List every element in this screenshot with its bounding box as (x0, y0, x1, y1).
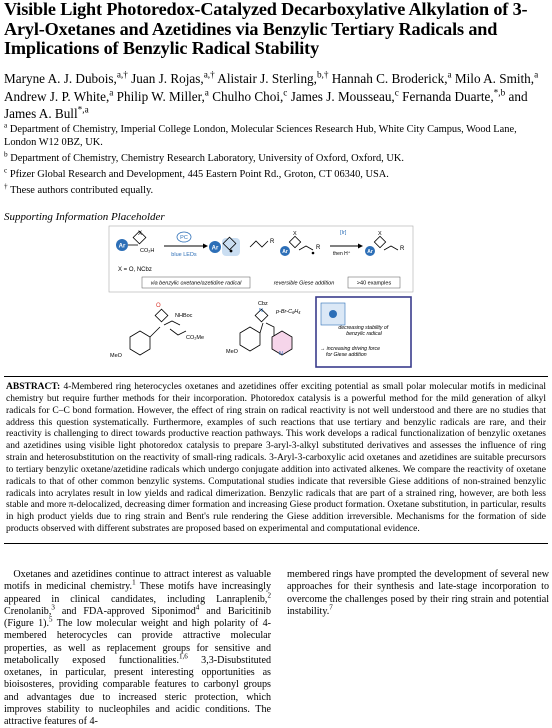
supporting-info-placeholder: Supporting Information Placeholder (4, 211, 165, 223)
svg-text:then H⁺: then H⁺ (333, 251, 351, 257)
author: Philip W. Miller,$^a$ (116, 87, 209, 104)
body-column-right: membered rings have prompted the development of several new approaches for their synthesis and late-stage incorporation to overcome the challenges posed by their ring strain and potential instability.$^7$ (287, 569, 549, 617)
affiliation-c: $^c$ Pfizer Global Research and Development, 445 Eastern Point Rd., Groton, CT 06340, USA. (4, 166, 389, 180)
svg-text:MeO: MeO (226, 349, 238, 355)
author: Alistair J. Sterling,$^{b,\dagger}$ (217, 69, 329, 86)
svg-text:NHBoc: NHBoc (175, 313, 193, 319)
svg-text:X: X (293, 231, 297, 237)
stability-note-1: decreasing stability of benzylic radical (338, 325, 389, 337)
svg-text:Ar: Ar (211, 245, 219, 252)
author: Juan J. Rojas,$^{a,\dagger}$ (131, 69, 215, 86)
author-list (4, 70, 550, 123)
svg-text:Ar: Ar (282, 249, 288, 255)
svg-text:Cbz: Cbz (258, 301, 268, 307)
abstract (4, 376, 548, 544)
svg-text:Ar: Ar (367, 249, 373, 255)
author: Andrew J. P. White,$^a$ (4, 87, 114, 104)
author: Hannah C. Broderick,$^a$ (331, 69, 452, 86)
affiliation-a: $^a$ Department of Chemistry, Imperial College London, Molecular Sciences Research Hub, White City Campus, Wood Lane, London W12 0BZ, UK. (4, 121, 517, 149)
svg-text:R: R (316, 245, 321, 251)
affiliation-b: $^b$ Department of Chemistry, Chemistry Research Laboratory, University of Oxford, Oxford, UK. (4, 150, 404, 164)
svg-text:X: X (138, 231, 143, 237)
svg-text:R: R (270, 239, 275, 245)
body-column-left: Oxetanes and azetidines continue to attract interest as valuable motifs in medicinal chemistry.$^1$ These motifs have increasingly appeared in clinical candidates, including Lanraplenib,$^2$ Crenolanib,$^3$ and FDA-approved Siponimod$^4$ and Baricitinib (Figure 1).$^5$ The low molecular weight and high polarity of 4-membered heterocycles can provide attractive molecular properties, as well as replacement groups for sensitive and metabolically exposed functionalities.$^{1,6}$ 3,3-Disubstituted oxetanes, in particular, present interesting opportunities as bioisosteres, providing comparable features to carbonyl groups and advantages due to increased steric protection, which improves stability to nucleophiles and acidic conditions. The attractive features of 4- (4, 569, 272, 727)
svg-text:[Ir]: [Ir] (340, 230, 347, 236)
paper-title: Visible Light Photoredox-Catalyzed Decarboxylative Alkylation of 3-Aryl-Oxetanes and Azetidines via Benzylic Tertiary Radicals and Implications of Benzylic Radical Stability (4, 0, 528, 58)
svg-text:CO₂H: CO₂H (140, 248, 155, 254)
toc-graphic (108, 225, 414, 369)
author: and James A. Bull$^{*,a}$ (4, 88, 528, 121)
svg-text:N: N (279, 351, 283, 357)
abstract-heading: ABSTRACT: (6, 382, 61, 392)
svg-text:p-Br-C₆H₄: p-Br-C₆H₄ (276, 309, 301, 315)
svg-text:MeO: MeO (110, 353, 122, 359)
abstract-text: 4-Membered ring heterocycles oxetanes and azetidines offer exciting potential as small polar molecular motifs in medicinal chemistry but require further methods for their incorporation. Photoredox catalysis is a powerful method for the mild generation of alkyl radicals for C–C bond formation. However, the effect of ring strain on radical reactivity is not well understood and there are no studies that address this question systematically. Furthermore, examples of such reactions that use tertiary and benzylic radicals are rare, and their reactivity is challenging to direct towards productive reaction pathways. This work develops a radical functionalization of benzylic oxetanes and azetidines using visible light photoredox catalysis to prepare 3-aryl-3-alkyl substituted derivatives and assesses the influence of ring strain and heterosubstitution on the reactivity of small-ring radicals. 3-Aryl-3-carboxylic acid oxetanes and azetidines are suitable precursors to tertiary benzylic oxetane/azetidine radicals which undergo conjugate addition into activated alkenes. We compare the reactivity of oxetane radicals to that of other common benzylic systems. Computational studies indicate that reversible Giese additions of non-strained benzylic radicals into acrylates result in low yields and radical dimerization. Benzylic radicals that are part of a strained ring, however, are both less stable and more π-delocalized, decreasing dimer formation and increasing Giese product formation. Oxetane substitution, in particular, results in high product yields due to ring strain and Bent's rule rendering the Giese addition irreversible. Mechanisms for the formation of side products observed with different substrates are proposed based on experimental and computational evidence. (6, 382, 547, 535)
svg-text:Ar: Ar (118, 243, 126, 250)
svg-text:O: O (156, 303, 161, 309)
author: Chulho Choi,$^c$ (212, 87, 288, 104)
nhboc-product-structure (110, 303, 204, 359)
stability-note-2: → increasing driving force for Giese addition (320, 346, 380, 358)
svg-text:PC: PC (180, 235, 188, 241)
author: James J. Mousseau,$^c$ (290, 87, 399, 104)
svg-text:X: X (378, 231, 382, 237)
azetidine-product-structure (226, 301, 300, 357)
svg-text:N: N (259, 308, 263, 314)
svg-text:blue LEDs: blue LEDs (171, 252, 197, 258)
svg-text:via benzylic oxetane/azetidine: via benzylic oxetane/azetidine radical (150, 280, 242, 287)
svg-text:CO₂Me: CO₂Me (186, 335, 205, 341)
equal-contribution-note: † These authors contributed equally. (4, 182, 154, 196)
author: Maryne A. J. Dubois,$^{a,\dagger}$ (4, 69, 128, 86)
author: Milo A. Smith,$^a$ (454, 69, 539, 86)
svg-text:>40 examples: >40 examples (356, 280, 392, 287)
svg-text:reversible Giese addition: reversible Giese addition (273, 280, 335, 287)
svg-text:R: R (400, 246, 405, 252)
x-definition-label: X = O, NCbz (118, 267, 152, 273)
author: Fernanda Duarte,$^{*,b}$ (402, 87, 506, 104)
